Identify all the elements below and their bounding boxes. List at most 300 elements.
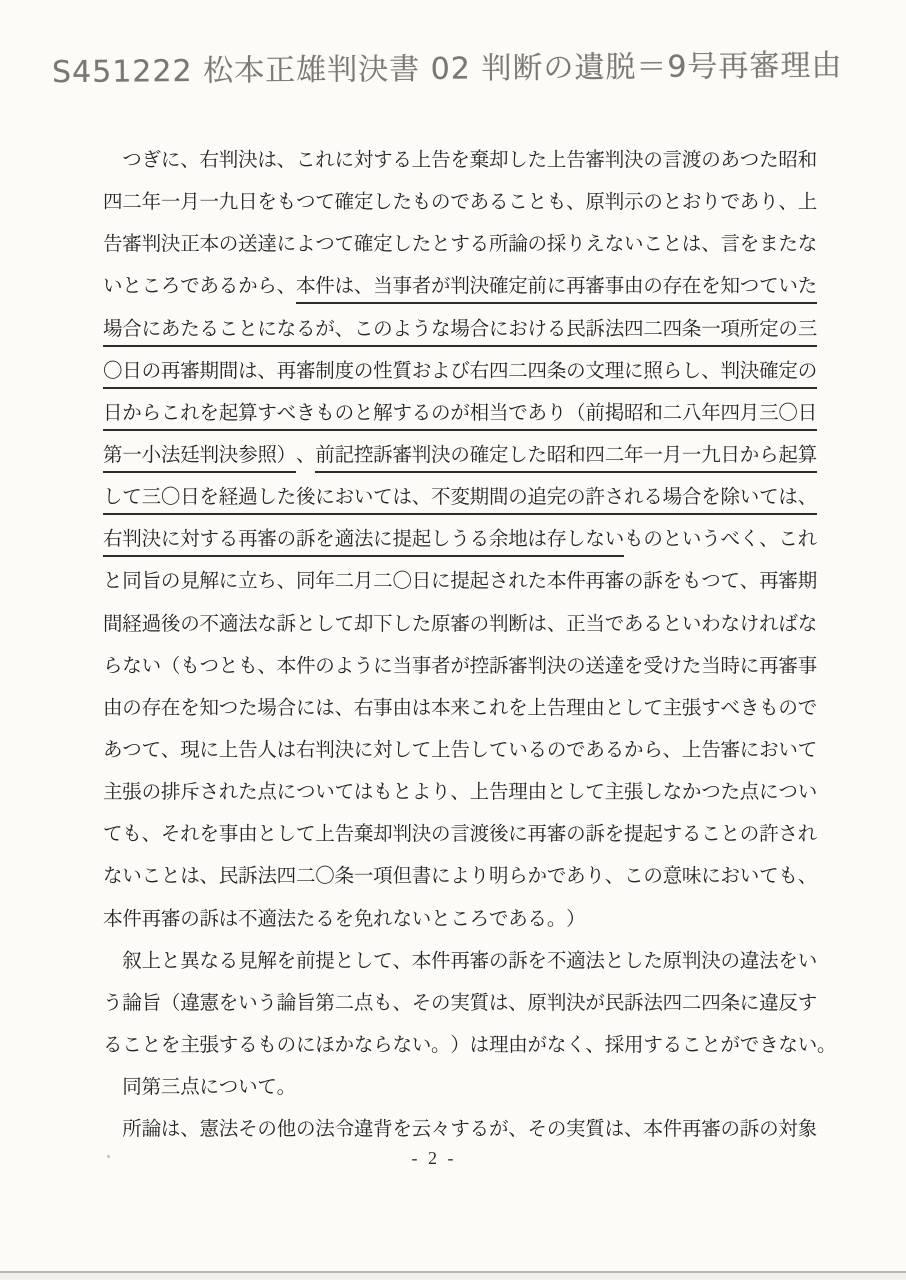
char: 日: [411, 571, 432, 593]
char: る: [392, 150, 412, 171]
char: も: [681, 571, 702, 593]
char: あ: [739, 192, 760, 214]
char: ろ: [160, 276, 181, 298]
char: 事: [218, 824, 239, 846]
char: を: [276, 950, 297, 972]
underlined-char: 、: [354, 275, 373, 304]
char: は: [180, 866, 200, 888]
char: し: [276, 824, 297, 846]
char: 理: [566, 697, 586, 719]
char: 条: [334, 866, 355, 888]
char: [103, 1118, 122, 1145]
underlined-char: 年: [624, 444, 643, 473]
underlined-char: の: [277, 528, 296, 557]
char: 実: [566, 1119, 586, 1141]
char: 当: [701, 655, 721, 677]
char: 、: [392, 950, 412, 972]
char: 本: [276, 655, 297, 677]
underlined-char: 、: [798, 486, 817, 515]
underlined-char: と: [354, 402, 373, 431]
char: う: [701, 529, 721, 551]
char: あ: [624, 613, 644, 635]
char: を: [160, 1034, 181, 1056]
underlined-char: 一: [122, 444, 141, 473]
underlined-char: べ: [277, 402, 296, 431]
char: な: [392, 1034, 412, 1056]
underlined-char: 、: [257, 360, 276, 389]
underlined-char: し: [682, 360, 701, 389]
underlined-char: 審: [257, 528, 276, 557]
char: わ: [701, 613, 721, 635]
char: と: [122, 276, 142, 298]
page-number: - 2 -: [411, 1148, 457, 1168]
char: は: [353, 782, 374, 804]
char: 起: [469, 571, 490, 593]
char: 主: [604, 782, 625, 804]
char: い: [238, 1077, 258, 1099]
char: 法: [238, 613, 258, 635]
underlined-char: 在: [682, 275, 701, 304]
char: き: [759, 1034, 779, 1056]
char: し: [624, 950, 644, 972]
char: 二: [373, 571, 393, 593]
char: 理: [488, 1034, 509, 1056]
char: の: [720, 950, 741, 972]
char: す: [643, 1034, 663, 1056]
char: ら: [373, 1034, 393, 1056]
char: い: [739, 866, 760, 888]
char: 点: [257, 782, 277, 804]
char: 同: [122, 571, 142, 593]
underlined-char: 九: [701, 444, 720, 473]
underlined-char: 掲: [605, 402, 624, 431]
char: す: [662, 824, 683, 846]
underlined-char: に: [547, 275, 566, 304]
underlined-char: す: [257, 402, 276, 431]
char: 期: [797, 571, 818, 593]
char: の: [643, 529, 663, 551]
underlined-char: は: [335, 275, 354, 304]
char: 憲: [199, 1119, 219, 1141]
char: の: [720, 1119, 741, 1141]
char: 判: [681, 950, 702, 972]
char: 由: [585, 697, 605, 719]
underlined-char: つ: [740, 275, 759, 304]
underlined-char: 知: [721, 275, 740, 304]
underlined-char: あ: [528, 402, 547, 431]
underlined-char: 決: [142, 528, 161, 557]
underlined-char: し: [257, 486, 276, 515]
underlined-char: 前: [315, 444, 334, 473]
char: と: [141, 1034, 162, 1056]
char: 右: [295, 739, 316, 761]
char: 年: [141, 192, 162, 214]
underlined-char: 判: [122, 528, 141, 557]
char: て: [103, 824, 123, 846]
char: 審: [778, 571, 798, 593]
char: と: [662, 192, 683, 214]
underlined-char: 判: [721, 360, 740, 389]
char: た: [238, 782, 258, 804]
char: の: [160, 571, 181, 593]
underlined-char: 第: [103, 444, 122, 473]
char: り: [469, 866, 490, 888]
underlined-char: 確: [470, 444, 489, 473]
char: 点: [739, 782, 760, 804]
underlined-char: 事: [605, 275, 624, 304]
char: 送: [238, 234, 258, 256]
char: れ: [488, 697, 509, 719]
underlined-char: も: [315, 402, 334, 431]
char: お: [681, 192, 702, 214]
char: 判: [141, 234, 162, 256]
char: 判: [315, 739, 335, 761]
char: ら: [257, 276, 277, 298]
char: 右: [353, 697, 374, 719]
underlined-char: 二: [663, 402, 682, 431]
char: と: [334, 950, 355, 972]
char: の: [180, 613, 200, 635]
underlined-char: な: [431, 318, 450, 347]
char: そ: [160, 824, 181, 846]
char: い: [141, 655, 162, 677]
char: な: [797, 613, 818, 635]
char: 点: [353, 992, 374, 1014]
char: 、: [759, 529, 779, 551]
char: の: [180, 908, 200, 930]
underlined-char: 四: [585, 444, 604, 473]
underlined-char: う: [450, 528, 469, 557]
underlined-char: 理: [605, 360, 624, 389]
underlined-char: 判: [412, 444, 431, 473]
char: そ: [527, 1119, 548, 1141]
char: 由: [103, 697, 123, 719]
char: あ: [199, 276, 219, 298]
char: 、: [450, 782, 470, 804]
underlined-char: を: [701, 486, 720, 515]
char: 斥: [180, 782, 200, 804]
char: れ: [759, 613, 779, 635]
underlined-char: を: [315, 528, 334, 557]
underlined-char: る: [219, 528, 238, 557]
char: う: [353, 655, 374, 677]
char: し: [643, 782, 663, 804]
char: 不: [238, 908, 258, 930]
underlined-char: 後: [296, 486, 315, 515]
text-line: [103, 865, 843, 907]
char: を: [508, 697, 528, 719]
char: 、: [141, 824, 162, 846]
underlined-char: 控: [354, 444, 373, 473]
char: 件: [431, 950, 451, 972]
char: よ: [334, 655, 355, 677]
underlined-char: 再: [277, 360, 296, 389]
char: 再: [759, 655, 779, 677]
char: よ: [411, 782, 432, 804]
char: 訴: [739, 1119, 760, 1141]
char: は: [315, 697, 335, 719]
underlined-char: る: [547, 318, 566, 347]
char: て: [334, 782, 355, 804]
char: こ: [701, 824, 721, 846]
char: の: [546, 739, 567, 761]
char: さ: [488, 571, 509, 593]
char: い: [411, 1034, 432, 1056]
underlined-char: 四: [528, 360, 547, 389]
char: 違: [180, 992, 200, 1014]
underlined-char: こ: [219, 318, 238, 347]
char: い: [238, 992, 258, 1014]
char: す: [218, 1034, 239, 1056]
char: 、: [778, 192, 798, 214]
char: 当: [392, 655, 412, 677]
char: は: [527, 613, 548, 635]
char: 前: [295, 950, 316, 972]
char: 二: [122, 192, 142, 214]
char: で: [797, 697, 818, 719]
judgment-body-text: [103, 149, 843, 1160]
char: と: [527, 192, 548, 214]
underlined-char: 一: [643, 444, 662, 473]
underlined-char: 対: [180, 528, 199, 557]
char: そ: [411, 992, 432, 1014]
char: て: [720, 571, 741, 593]
char: る: [488, 192, 509, 214]
char: 下: [373, 613, 393, 635]
underlined-char: 文: [585, 360, 604, 389]
char: て: [759, 866, 779, 888]
char: 原: [431, 613, 451, 635]
char: て: [334, 613, 355, 635]
char: [103, 149, 122, 176]
char: を: [778, 950, 798, 972]
char: の: [546, 1119, 567, 1141]
underlined-char: に: [161, 528, 180, 557]
char: し: [315, 613, 335, 635]
underlined-char: 余: [489, 528, 508, 557]
char: あ: [469, 192, 490, 214]
underlined-char: の: [643, 275, 662, 304]
underlined-char: 期: [470, 486, 489, 515]
underlined-char: に: [142, 318, 161, 347]
text-line: [103, 528, 843, 570]
underlined-char: る: [412, 402, 431, 431]
underlined-char: 前: [528, 275, 547, 304]
char: た: [759, 150, 779, 171]
underlined-char: 相: [470, 402, 489, 431]
char: は: [411, 697, 432, 719]
underlined-char: て: [122, 486, 141, 515]
char: な: [257, 613, 277, 635]
char: つ: [199, 655, 219, 677]
underlined-char: を: [199, 402, 218, 431]
char: 立: [238, 571, 258, 593]
char: つ: [218, 697, 239, 719]
char: て: [141, 739, 162, 761]
char: 合: [276, 697, 297, 719]
underlined-char: 日: [103, 402, 122, 431]
char: と: [160, 866, 181, 888]
char: の: [701, 150, 721, 171]
char: 上: [315, 824, 335, 846]
char: を: [392, 1119, 412, 1141]
underlined-char: 照: [257, 444, 276, 473]
underlined-char: 廷: [180, 444, 199, 473]
underlined-char: て: [373, 486, 392, 515]
underlined-char: 三: [142, 486, 161, 515]
underlined-char: 照: [643, 360, 662, 389]
char: 由: [392, 697, 412, 719]
underlined-char: は: [238, 360, 257, 389]
char: に: [218, 571, 239, 593]
underlined-char: 二: [643, 318, 662, 347]
char: （: [160, 655, 181, 677]
char: こ: [295, 150, 316, 171]
underlined-char: 当: [489, 402, 508, 431]
underlined-char: い: [740, 486, 759, 515]
char: 三: [160, 1077, 181, 1099]
scan-speck: [107, 1155, 110, 1158]
char: 再: [527, 824, 548, 846]
char: あ: [508, 908, 528, 930]
char: と: [160, 950, 181, 972]
char: 主: [662, 697, 683, 719]
char: 〇: [315, 866, 335, 888]
char: を: [257, 192, 277, 214]
char: も: [373, 782, 393, 804]
char: 提: [450, 571, 470, 593]
char: に: [353, 739, 374, 761]
char: 件: [295, 655, 316, 677]
char: 云: [411, 1119, 432, 1141]
char: 上: [141, 950, 162, 972]
char: 違: [353, 1119, 374, 1141]
char: 張: [681, 697, 702, 719]
char: け: [739, 613, 760, 635]
char: を: [180, 697, 200, 719]
char: 審: [450, 613, 470, 635]
underlined-char: 除: [721, 486, 740, 515]
char: で: [488, 908, 509, 930]
char: で: [720, 192, 741, 214]
char: 、: [199, 866, 219, 888]
char: 一: [353, 866, 374, 888]
char: 在: [160, 697, 181, 719]
char: た: [411, 234, 432, 256]
underlined-char: の: [566, 486, 585, 515]
char: れ: [508, 571, 528, 593]
char: 。: [276, 1077, 297, 1099]
char: 存: [141, 697, 162, 719]
char: 旨: [295, 992, 316, 1014]
char: 事: [373, 697, 393, 719]
underlined-char: 和: [566, 444, 585, 473]
underlined-char: 訴: [373, 444, 392, 473]
char: 審: [122, 234, 142, 256]
char: 二: [681, 992, 702, 1014]
underlined-char: う: [412, 318, 431, 347]
char: 審: [546, 824, 567, 846]
underlined-char: 確: [759, 360, 778, 389]
char: 受: [643, 655, 663, 677]
char: い: [508, 739, 528, 761]
char: 決: [160, 234, 181, 256]
char: な: [797, 234, 818, 256]
char: 所: [488, 234, 509, 256]
char: て: [585, 782, 605, 804]
char: た: [643, 950, 663, 972]
underlined-char: 審: [392, 444, 411, 473]
char: ば: [778, 613, 798, 635]
char: か: [334, 1034, 355, 1056]
char: い: [778, 739, 798, 761]
underlined-char: 追: [528, 486, 547, 515]
underlined-char: か: [122, 402, 141, 431]
underlined-char: 判: [199, 444, 218, 473]
char: 、: [797, 866, 818, 888]
char: 令: [334, 1119, 355, 1141]
char: え: [585, 234, 605, 256]
underlined-char: 四: [489, 360, 508, 389]
underlined-char: ）: [277, 444, 296, 473]
text-line: [103, 655, 843, 697]
underlined-char: り: [547, 402, 566, 431]
underlined-char: の: [508, 486, 527, 515]
char: 決: [624, 150, 644, 171]
underlined-char: て: [759, 486, 778, 515]
char: 論: [508, 234, 528, 256]
char: 免: [353, 908, 374, 930]
underlined-char: 三: [759, 402, 778, 431]
char: く: [566, 1034, 586, 1056]
underlined-char: 許: [585, 486, 604, 515]
char: 四: [276, 866, 297, 888]
underlined-char: 四: [663, 318, 682, 347]
underlined-char: 合: [122, 318, 141, 347]
underlined-char: 八: [682, 402, 701, 431]
char: い: [681, 529, 702, 551]
text-line: [103, 908, 843, 950]
underlined-char: 、: [412, 486, 431, 515]
char: 本: [103, 908, 123, 930]
char: 和: [797, 150, 818, 171]
char: 後: [160, 613, 181, 635]
char: つ: [701, 571, 721, 593]
char: て: [295, 824, 316, 846]
char: い: [103, 276, 123, 298]
char: ）: [566, 908, 586, 930]
char: 告: [103, 234, 123, 256]
underlined-char: 地: [508, 528, 527, 557]
char: と: [701, 1034, 721, 1056]
underlined-char: た: [180, 318, 199, 347]
underlined-char: 定: [489, 444, 508, 473]
underlined-char: 昭: [624, 402, 643, 431]
char: に: [759, 782, 779, 804]
char: に: [295, 1034, 316, 1056]
char: 、: [546, 613, 567, 635]
char: て: [797, 739, 818, 761]
char: 決: [411, 824, 432, 846]
char: 上: [681, 739, 702, 761]
char: な: [122, 655, 142, 677]
char: 原: [527, 992, 548, 1014]
char: な: [546, 1034, 567, 1056]
underlined-char: の: [778, 318, 797, 347]
char: 四: [662, 992, 683, 1014]
char: も: [257, 1034, 277, 1056]
underlined-char: 再: [161, 360, 180, 389]
